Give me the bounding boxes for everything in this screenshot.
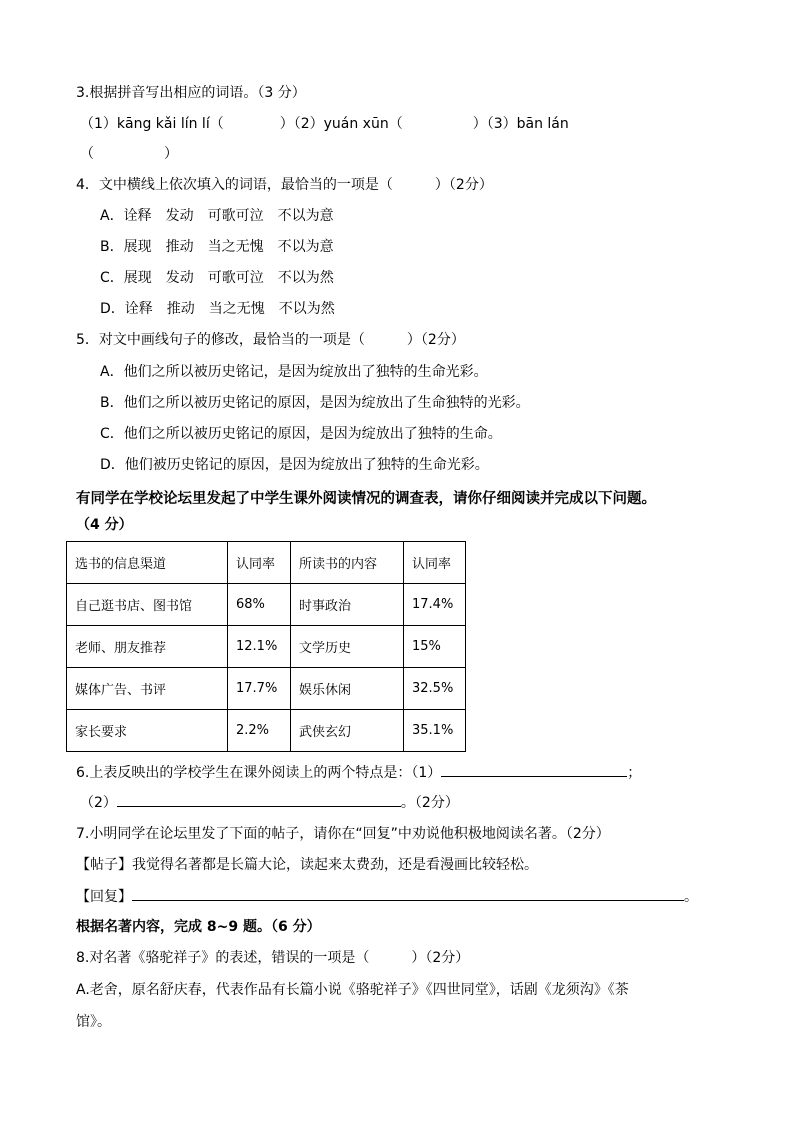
table-cell: 武侠玄幻: [291, 710, 404, 752]
table-cell: 家长要求: [67, 710, 228, 752]
survey-intro-score: （4 分）: [76, 517, 133, 533]
table-cell: 15%: [404, 626, 466, 668]
q7-reply-prefix: 【回复】: [76, 889, 132, 905]
table-cell: 12.1%: [228, 626, 291, 668]
q6-text: 6.上表反映出的学校学生在课外阅读上的两个特点是：（1）: [76, 765, 442, 781]
table-cell: 媒体广告、书评: [67, 668, 228, 710]
q6-line2-suffix: 。（2分）: [400, 795, 459, 811]
q7-post: 【帖子】我觉得名著都是长篇大论，读起来太费劲，还是看漫画比较轻松。: [76, 857, 538, 873]
q5-option-b: B．他们之所以被历史铭记的原因，是因为绽放出了生命独特的光彩。: [100, 395, 530, 411]
q6-answer-blank-2[interactable]: [117, 792, 401, 807]
table-cell: 32.5%: [404, 668, 466, 710]
table-cell: 2.2%: [228, 710, 291, 752]
table-cell: 文学历史: [291, 626, 404, 668]
q4-option-d: D．诠释 推动 当之无愧 不以为然: [100, 301, 335, 317]
q7-title: 7.小明同学在论坛里发了下面的帖子，请你在“回复”中劝说他积极地阅读名著。（2分）: [76, 826, 610, 842]
q3-line2: （ ）: [80, 146, 178, 162]
table-row: [67, 710, 466, 752]
q6-line1: [76, 762, 641, 783]
q3-title: 3.根据拼音写出相应的词语。（3 分）: [76, 85, 306, 101]
table-cell: 时事政治: [291, 584, 404, 626]
q5-title: 5．对文中画线句子的修改，最恰当的一项是（ ）（2分）: [76, 332, 465, 348]
table-cell: 17.4%: [404, 584, 466, 626]
q4-option-b: B．展现 推动 当之无愧 不以为意: [100, 239, 334, 255]
q6-line2-prefix: （2）: [80, 795, 117, 811]
q3-line1: （1）kāng kǎi lín lí（ ）（2）yuán xūn（ ）（3）bān lán: [80, 116, 569, 132]
section-title: 根据名著内容，完成 8~9 题。（6 分）: [76, 919, 321, 935]
survey-table: [66, 541, 466, 752]
q8-option-a-line2: 馆》。: [76, 1014, 111, 1030]
q8-option-a-line1: A.老舍，原名舒庆春，代表作品有长篇小说《骆驼祥子》《四世同堂》，话剧《龙须沟》《茶: [76, 982, 629, 998]
table-cell: 老师、朋友推荐: [67, 626, 228, 668]
q7-reply-blank[interactable]: [132, 886, 684, 901]
q5-option-c: C．他们之所以被历史铭记的原因，是因为绽放出了独特的生命。: [100, 426, 502, 442]
survey-intro: 有同学在学校论坛里发起了中学生课外阅读情况的调查表，请你仔细阅读并完成以下问题。: [76, 491, 656, 507]
q7-reply-line: [76, 886, 698, 907]
q6-line2: [80, 792, 459, 813]
table-row: [67, 584, 466, 626]
q4-option-a: A．诠释 发动 可歌可泣 不以为意: [100, 208, 334, 224]
table-cell: 17.7%: [228, 668, 291, 710]
table-header-row: [67, 542, 466, 584]
q6-separator: ；: [627, 765, 642, 781]
table-cell: 35.1%: [404, 710, 466, 752]
q5-option-a: A．他们之所以被历史铭记，是因为绽放出了独特的生命光彩。: [100, 364, 488, 380]
q8-title: 8.对名著《骆驼祥子》的表述，错误的一项是（ ）（2分）: [76, 950, 470, 966]
q7-reply-suffix: 。: [684, 889, 698, 905]
q4-title: 4．文中横线上依次填入的词语，最恰当的一项是（ ）（2分）: [76, 177, 493, 193]
q6-answer-blank-1[interactable]: [441, 762, 627, 777]
table-row: [67, 668, 466, 710]
table-header-cell: 认同率: [228, 542, 291, 584]
table-cell: 自己逛书店、图书馆: [67, 584, 228, 626]
table-cell: 68%: [228, 584, 291, 626]
table-cell: 娱乐休闲: [291, 668, 404, 710]
table-header-cell: 选书的信息渠道: [67, 542, 228, 584]
q4-option-c: C．展现 发动 可歌可泣 不以为然: [100, 270, 334, 286]
q5-option-d: D．他们被历史铭记的原因，是因为绽放出了独特的生命光彩。: [100, 457, 489, 473]
table-row: [67, 626, 466, 668]
table-header-cell: 所读书的内容: [291, 542, 404, 584]
table-header-cell: 认同率: [404, 542, 466, 584]
